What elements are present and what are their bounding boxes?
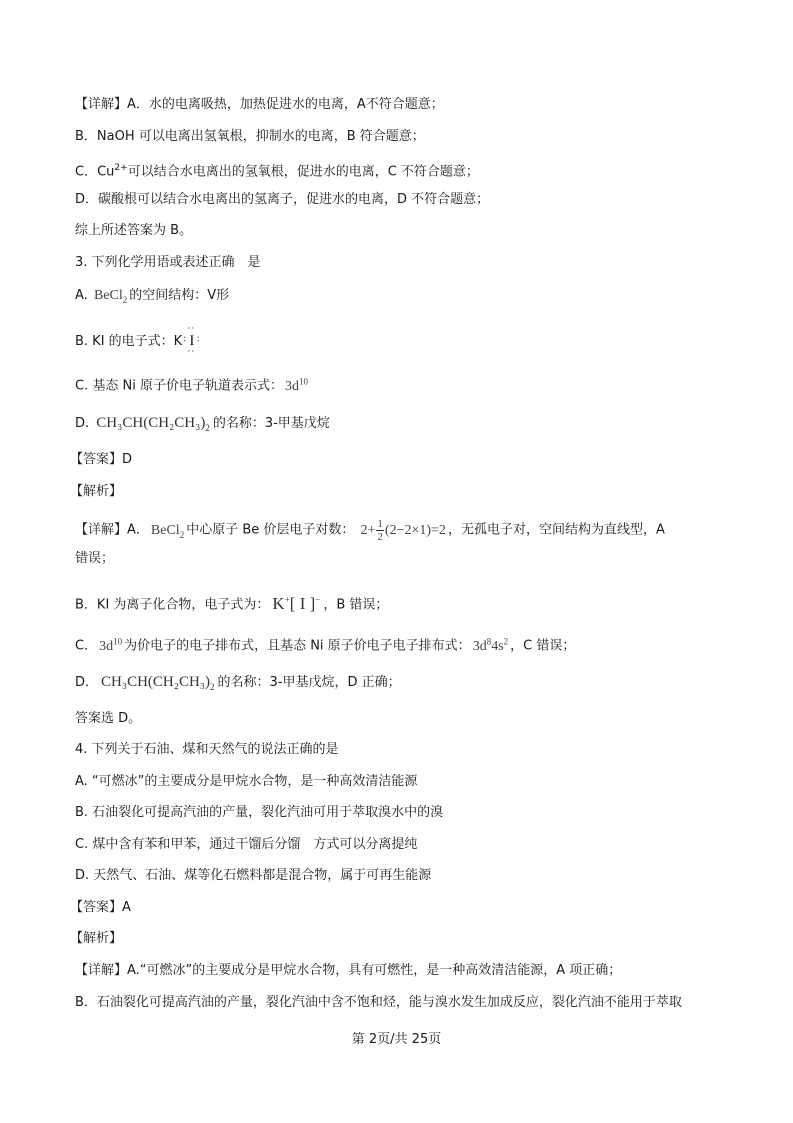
detail-4-b: B．石油裂化可提高汽油的产量，裂化汽油中含不饱和烃，能与溴水发生加成反应，裂化汽油不能用于萃取 [75,995,682,1010]
text: 的空间结构：V形 [129,288,230,303]
answer-value: A [122,900,131,915]
answer-tag: 【答案】 [70,900,123,915]
dots-left: : [183,333,187,343]
detail-4-a: 【详解】A.“可燃冰”的主要成分是甲烷水合物，具有可燃性，是一种高效清洁能源，A 项正确； [75,963,622,978]
superscript: − [315,594,321,604]
text: D． [75,675,99,690]
text: C. 基态 Ni 原子价电子轨道表示式： [75,378,283,394]
detail-3-d [75,673,401,696]
text: C． [75,638,98,654]
electron-dot-iodine [183,323,201,356]
iodine-symbol: I [189,333,195,349]
answer-3 [70,451,132,469]
formula-becl2 [94,288,127,303]
numerator: 1 [377,518,383,530]
question-3-option-a [75,287,229,309]
explanation-q2-c [75,159,479,181]
answer-tag: 【答案】 [70,452,123,467]
text: B. KI 的电子式：K [75,334,183,349]
denominator: 2 [377,531,383,543]
k-symbol: K [272,593,285,613]
dots-bottom: ·· [187,346,196,356]
superscript: 2 [503,636,509,646]
question-3-option-c [75,372,310,396]
eq-part: 2+ [360,522,376,538]
text: ，B 错误； [323,597,389,613]
formula-3d8-4s2 [472,636,509,654]
dots-top: ·· [187,323,196,333]
text: ，无孤电子对，空间结构为直线型，A [447,522,665,538]
text: 【详解】A． [75,522,149,538]
summary-3: 答案选 D。 [75,711,142,726]
equation-valence-pairs [360,518,446,543]
formula-3-methylpentane [96,415,210,431]
formula-text: CH₃CH(CH₂CH₃) [96,415,206,431]
text: A. [75,288,88,303]
answer-value: D [122,452,133,467]
formula-text: 3d [284,378,299,394]
explanation-q2-b: B．NaOH 可以电离出氢氧根，抑制水的电离，B 符合题意； [75,129,425,144]
text: ，C 错误； [510,638,576,654]
formula-text: BeCl [93,288,123,303]
subscript: 2 [179,529,185,540]
formula-becl2 [151,523,184,538]
question-3-option-d [75,414,330,437]
subscript: 2 [210,682,215,692]
analysis-4-tag: 【解析】 [70,931,123,946]
formula-3d10 [284,376,308,394]
ionic-electron-formula [272,594,320,613]
answer-4 [70,899,131,917]
summary-q2: 综上所述答案为 B。 [75,223,193,238]
formula-3d10 [99,636,123,654]
formula-text: 3d [472,638,487,654]
formula-text: 3d [99,638,114,654]
formula-text: BeCl [150,522,180,538]
question-4-stem: 4. 下列关于石油、煤和天然气的说法正确的是 [75,742,339,757]
text: 可以结合水电离出的氢氧根，促进水的电离，C 不符合题意； [127,164,479,180]
detail-3-c [75,632,575,656]
explanation-q2-d: D．碳酸根可以结合水电离出的氢离子，促进水的电离，D 不符合题意； [75,192,490,207]
question-4-option-b: B. 石油裂化可提高汽油的产量，裂化汽油可用于萃取溴水中的溴 [75,805,444,820]
subscript: 2 [205,423,210,433]
superscript: 10 [113,636,123,646]
superscript: 8 [486,636,492,646]
question-3-stem: 3. 下列化学用语或表述正确 是 [75,255,261,270]
text: 中心原子 Be 价层电子对数： [186,522,355,538]
superscript: 2+ [114,163,128,173]
eq-part: (2−2×1)=2 [384,522,446,538]
detail-3-b [75,590,388,615]
superscript: + [284,594,290,604]
text: C．Cu [75,164,115,180]
formula-3-methylpentane [101,674,215,690]
text: 的名称：3-甲基戊烷 [212,416,330,431]
text: D. [75,416,90,431]
detail-3-a [75,518,665,544]
page-footer: 第 2页/共 25页 [351,1032,442,1047]
question-4-option-a: A. “可燃冰”的主要成分是甲烷水合物，是一种高效清洁能源 [75,774,418,789]
dots-right: : [196,333,201,343]
question-3-option-b [75,323,201,356]
iodide-bracket: [ I ] [289,593,316,613]
fraction-half [376,518,384,543]
explanation-q2-a: 【详解】A．水的电离吸热，加热促进水的电离，A不符合题意； [75,97,444,112]
subscript: 2 [122,294,128,305]
text: 的名称：3-甲基戊烷，D 正确； [217,675,401,690]
text: 为价电子的电子排布式，且基态 Ni 原子价电子电子排布式： [124,638,471,654]
question-4-option-d: D. 天然气、石油、煤等化石燃料都是混合物，属于可再生能源 [75,868,432,883]
formula-text: CH₃CH(CH₂CH₃) [101,674,211,690]
question-4-option-c: C. 煤中含有苯和甲苯，通过干馏后分馏 方式可以分离提纯 [75,837,418,852]
superscript: 10 [298,376,308,386]
detail-3-a-cont: 错误； [75,551,115,566]
formula-text: 4s [491,638,504,654]
text: B．KI 为离子化合物，电子式为： [75,597,270,613]
analysis-3-tag: 【解析】 [70,484,123,499]
